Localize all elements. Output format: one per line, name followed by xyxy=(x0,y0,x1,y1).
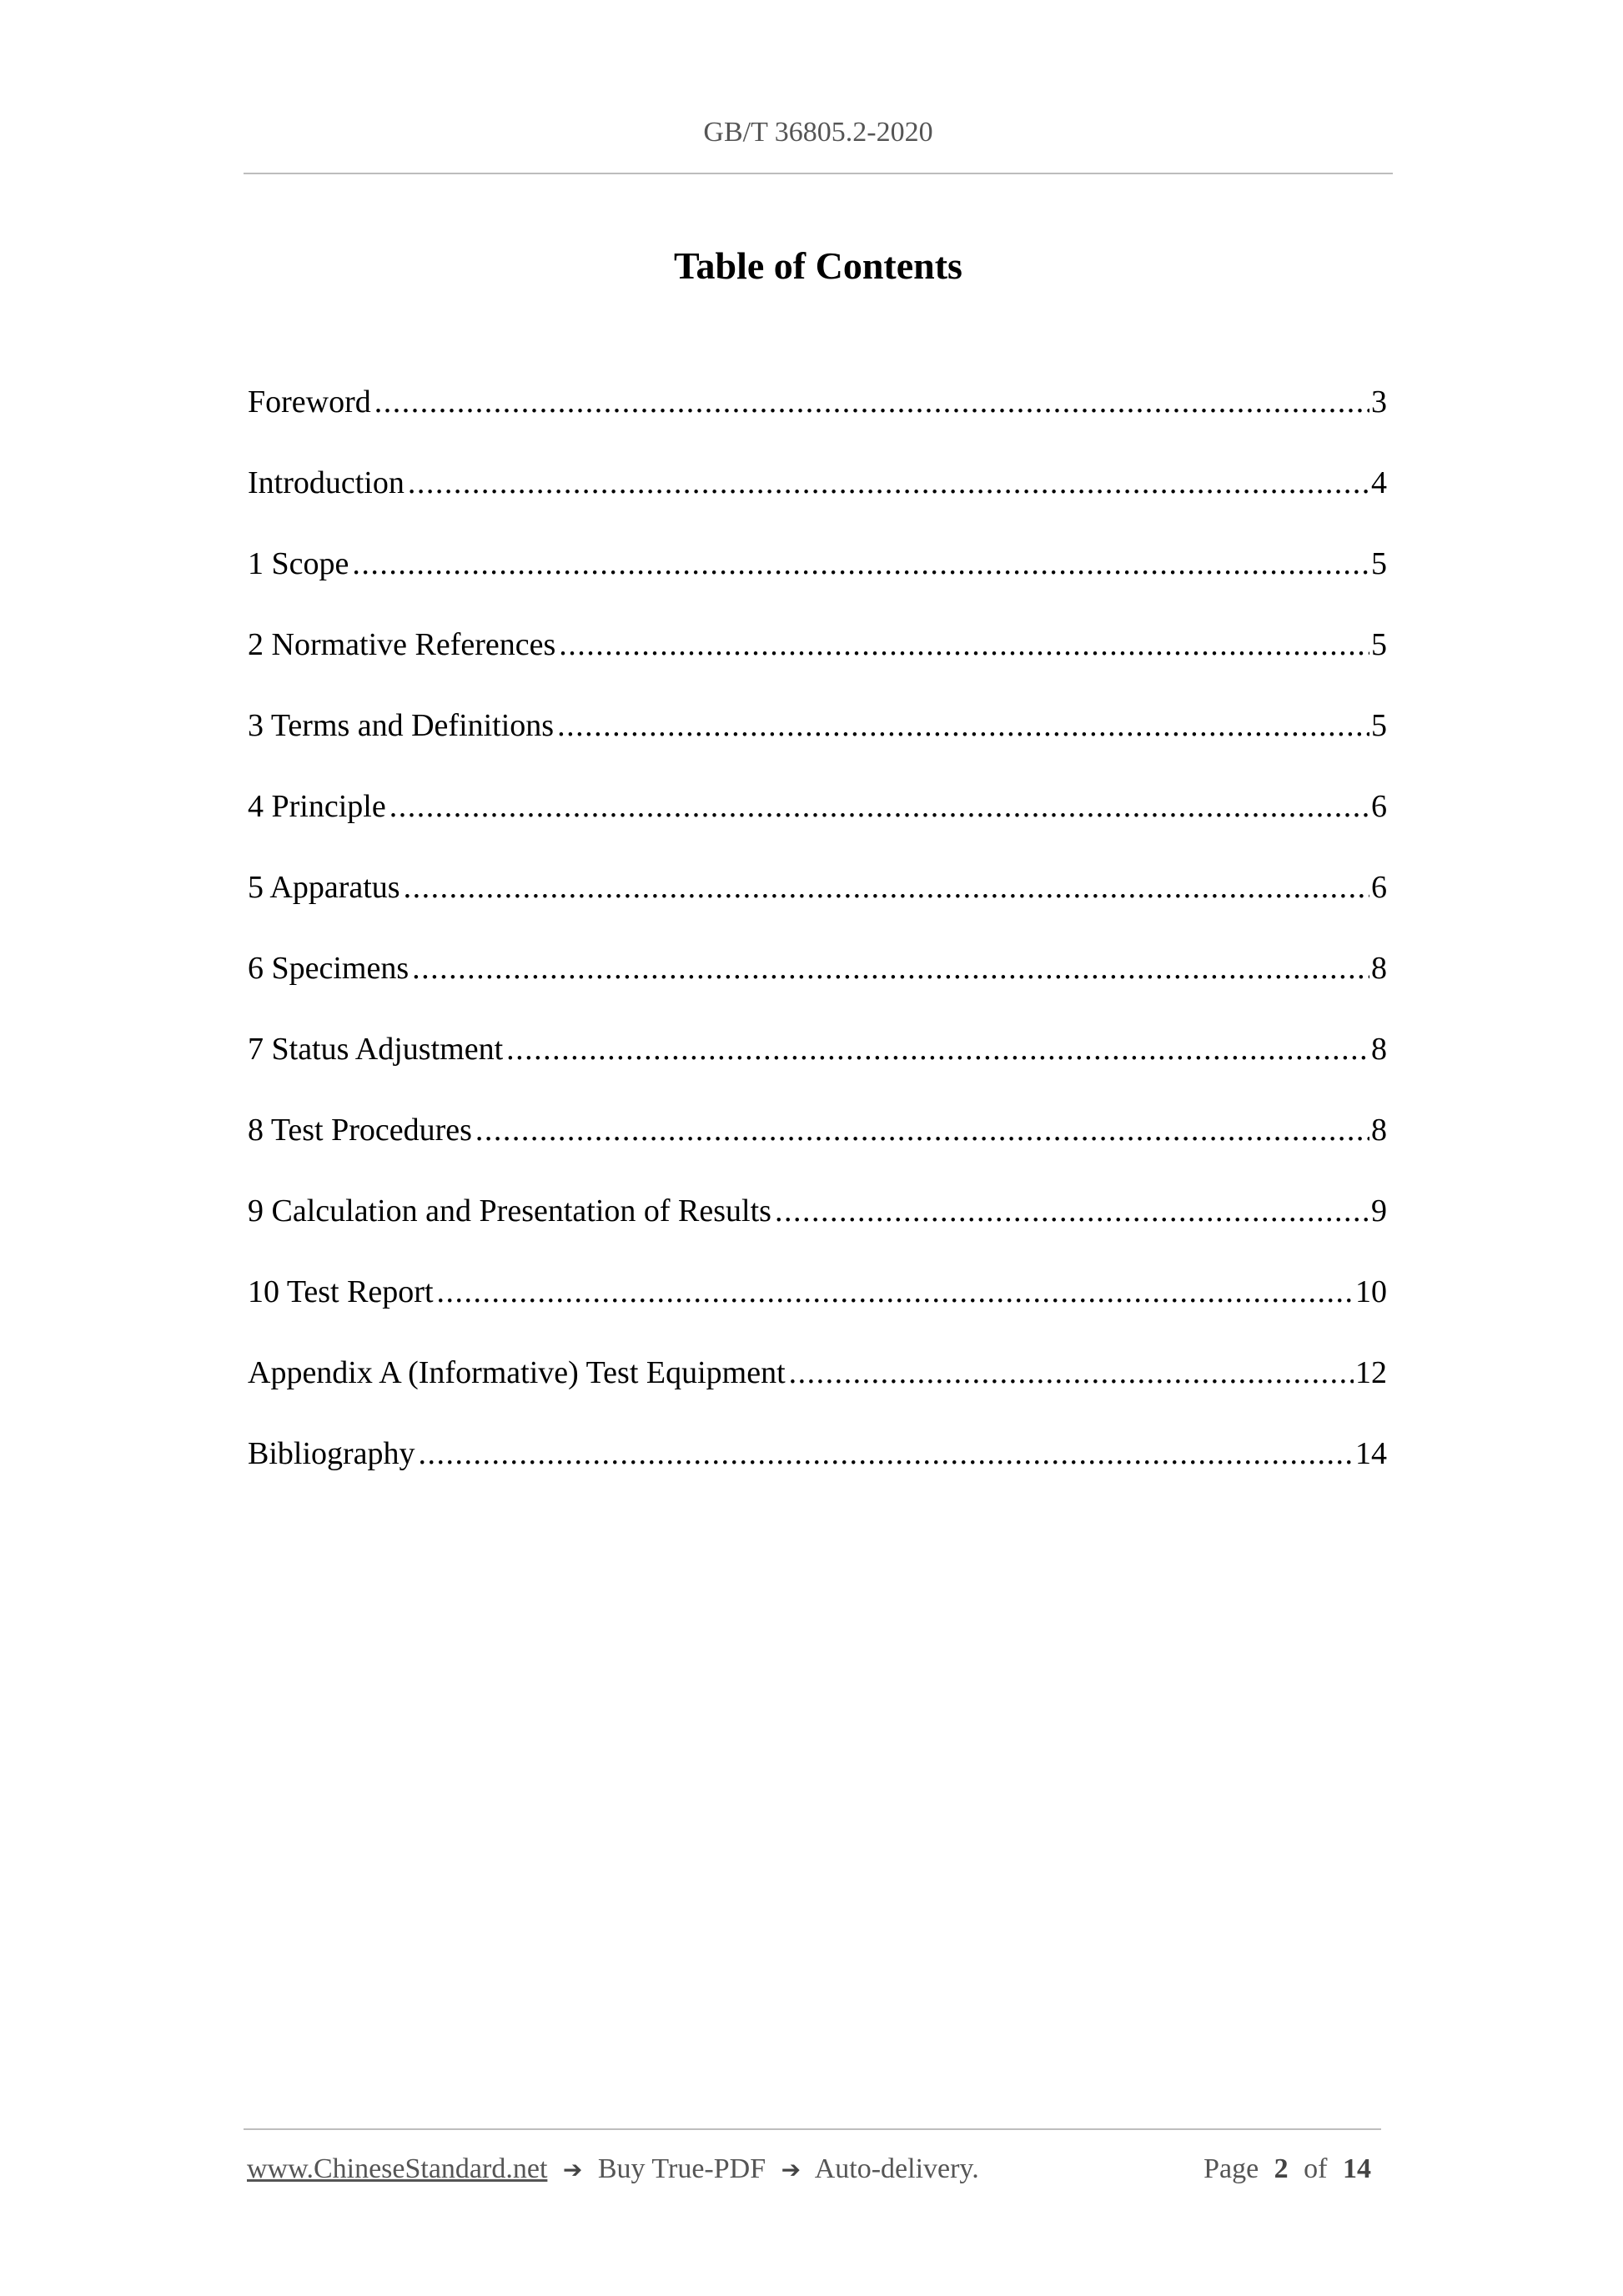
document-id: GB/T 36805.2-2020 xyxy=(703,117,933,148)
toc-entry-page: 5 xyxy=(1371,546,1387,581)
toc-dot-leader xyxy=(389,781,1369,831)
toc-entry-page: 14 xyxy=(1355,1436,1387,1471)
toc-entry-label: 3 Terms and Definitions xyxy=(248,708,555,743)
toc-dot-leader xyxy=(404,862,1369,912)
toc-entry-specimens[interactable] xyxy=(248,943,1387,1024)
page-footer xyxy=(247,2153,1379,2185)
header-divider xyxy=(244,173,1393,174)
toc-entry-normative-references[interactable] xyxy=(248,620,1387,701)
toc-dot-leader xyxy=(475,1105,1369,1155)
toc-entry-calculation-and-presentation[interactable] xyxy=(248,1186,1387,1267)
toc-entry-page: 6 xyxy=(1371,789,1387,824)
toc-entry-page: 10 xyxy=(1355,1274,1387,1309)
toc-entry-introduction[interactable] xyxy=(248,458,1387,539)
toc-entry-bibliography[interactable] xyxy=(248,1429,1387,1510)
footer-step-buy: Buy True-PDF xyxy=(597,2153,766,2184)
current-page-number: 2 xyxy=(1274,2153,1289,2184)
toc-entry-appendix-a[interactable] xyxy=(248,1348,1387,1429)
toc-list xyxy=(248,377,1387,1510)
total-pages-number: 14 xyxy=(1343,2153,1371,2184)
toc-entry-label: 8 Test Procedures xyxy=(248,1113,472,1148)
toc-entry-page: 8 xyxy=(1371,1032,1387,1067)
toc-entry-label: 2 Normative References xyxy=(248,627,556,662)
footer-divider xyxy=(244,2128,1381,2130)
toc-entry-principle[interactable] xyxy=(248,781,1387,862)
toc-dot-leader xyxy=(374,377,1369,427)
toc-entry-terms-and-definitions[interactable] xyxy=(248,701,1387,781)
toc-entry-label: Introduction xyxy=(248,465,404,500)
arrow-right-icon: ➔ xyxy=(781,2156,801,2183)
toc-entry-label: 9 Calculation and Presentation of Results xyxy=(248,1193,771,1228)
toc-entry-page: 8 xyxy=(1371,951,1387,986)
toc-entry-label: 7 Status Adjustment xyxy=(248,1032,504,1067)
toc-dot-leader xyxy=(506,1024,1369,1074)
toc-entry-page: 12 xyxy=(1355,1355,1387,1390)
toc-entry-label: 6 Specimens xyxy=(248,951,410,986)
toc-entry-page: 6 xyxy=(1371,870,1387,905)
toc-entry-page: 4 xyxy=(1371,465,1387,500)
toc-entry-page: 5 xyxy=(1371,708,1387,743)
toc-entry-test-report[interactable] xyxy=(248,1267,1387,1348)
toc-entry-label: 10 Test Report xyxy=(248,1274,434,1309)
toc-title: Table of Contents xyxy=(674,244,962,287)
toc-dot-leader xyxy=(557,701,1369,751)
toc-entry-apparatus[interactable] xyxy=(248,862,1387,943)
toc-dot-leader xyxy=(352,539,1369,589)
page-indicator xyxy=(1203,2153,1379,2185)
toc-entry-page: 9 xyxy=(1371,1193,1387,1228)
toc-entry-scope[interactable] xyxy=(248,539,1387,620)
toc-dot-leader xyxy=(437,1267,1354,1317)
toc-entry-page: 3 xyxy=(1371,384,1387,420)
toc-dot-leader xyxy=(408,458,1369,508)
toc-entry-label: Bibliography xyxy=(248,1436,415,1471)
arrow-right-icon: ➔ xyxy=(562,2156,583,2183)
toc-entry-foreword[interactable] xyxy=(248,377,1387,458)
toc-entry-label: Appendix A (Informative) Test Equipment xyxy=(248,1355,786,1390)
page-prefix: Page xyxy=(1203,2153,1259,2184)
toc-dot-leader xyxy=(419,1429,1354,1479)
toc-entry-page: 5 xyxy=(1371,627,1387,662)
toc-entry-label: 5 Apparatus xyxy=(248,870,400,905)
toc-dot-leader xyxy=(775,1186,1369,1236)
toc-dot-leader xyxy=(559,620,1369,670)
toc-entry-status-adjustment[interactable] xyxy=(248,1024,1387,1105)
toc-entry-label: Foreword xyxy=(248,384,371,420)
website-link[interactable]: www.ChineseStandard.net xyxy=(247,2153,548,2184)
footer-promo xyxy=(247,2153,979,2185)
toc-entry-label: 4 Principle xyxy=(248,789,386,824)
footer-step-delivery: Auto-delivery. xyxy=(814,2153,979,2184)
toc-entry-test-procedures[interactable] xyxy=(248,1105,1387,1186)
toc-entry-label: 1 Scope xyxy=(248,546,349,581)
toc-entry-page: 8 xyxy=(1371,1113,1387,1148)
page-of: of xyxy=(1304,2153,1328,2184)
toc-dot-leader xyxy=(412,943,1369,993)
toc-dot-leader xyxy=(789,1348,1354,1398)
